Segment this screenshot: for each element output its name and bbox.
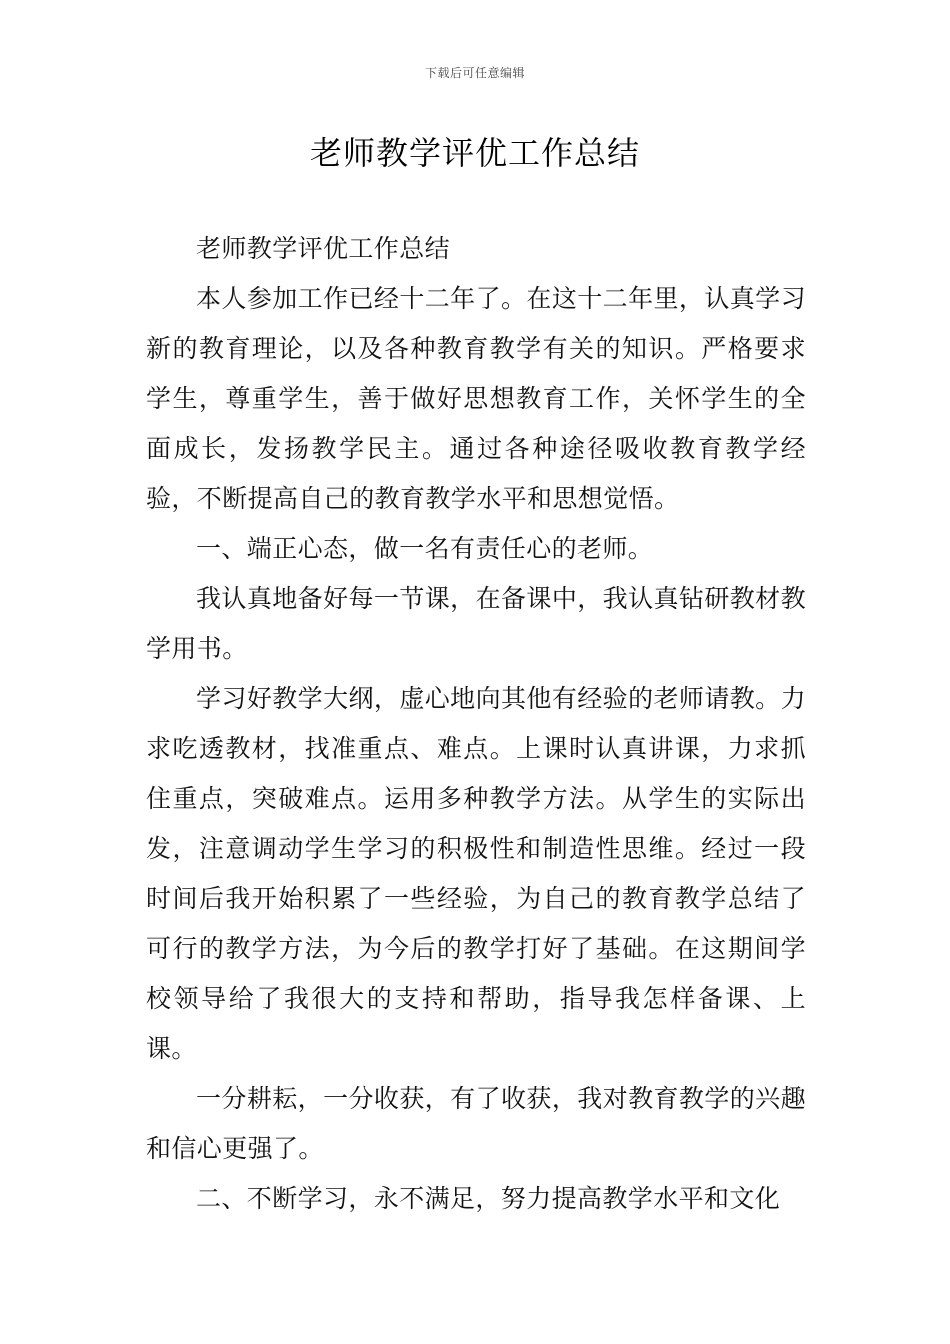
- paragraph: 我认真地备好每一节课，在备课中，我认真钻研教材教学用书。: [146, 584, 806, 663]
- section-heading-2: 二、不断学习，永不满足，努力提高教学水平和文化: [196, 1184, 781, 1213]
- header-note: 下载后可任意编辑: [424, 66, 525, 80]
- document-body: [146, 224, 806, 1224]
- paragraph-subtitle: 老师教学评优工作总结: [196, 234, 451, 263]
- paragraph: 学习好教学大纲，虚心地向其他有经验的老师请教。力求吃透教材，找准重点、难点。上课时认真讲课，力求抓住重点，突破难点。运用多种教学方法。从学生的实际出发，注意调动学生学习的积极性和制造性思维。经过一段时间后我开始积累了一些经验，为自己的教育教学总结了可行的教学方法，为今后的教学打好了基础。在这期间学校领导给了我很大的支持和帮助，指导我怎样备课、上课。: [146, 684, 806, 1063]
- document-title: 老师教学评优工作总结: [309, 134, 640, 172]
- section-heading-1: 一、端正心态，做一名有责任心的老师。: [196, 534, 654, 563]
- paragraph-intro: 本人参加工作已经十二年了。在这十二年里，认真学习新的教育理论，以及各种教育教学有关的知识。严格要求学生，尊重学生，善于做好思想教育工作，关怀学生的全面成长，发扬教学民主。通过各种途径吸收教育教学经验，不断提高自己的教育教学水平和思想觉悟。: [146, 284, 806, 513]
- paragraph: 一分耕耘，一分收获，有了收获，我对教育教学的兴趣和信心更强了。: [146, 1084, 806, 1163]
